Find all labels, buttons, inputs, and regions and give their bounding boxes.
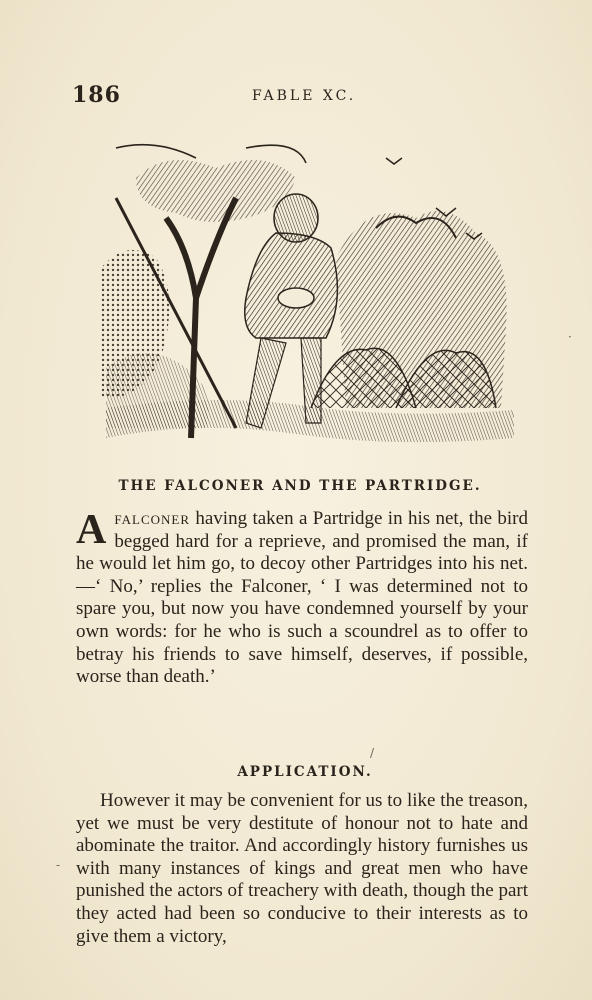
- lead-word: falconer: [114, 508, 190, 529]
- application-heading: APPLICATION.: [237, 764, 373, 780]
- woodcut-falconer-with-partridge-icon: [96, 138, 516, 450]
- illustration-caption: THE FALCONER AND THE PARTRIDGE.: [118, 478, 482, 494]
- margin-mark: -: [56, 858, 61, 872]
- fable-body: having taken a Partridge in his net, the bird begged hard for a reprieve, and promised the man, if he would let him go, to decoy other Partridges into his net.—‘ No,’ replies the Falconer, ‘ I was determined not to spare you, but now you have condemned yourself by your own words: for he who is such a scoundrel as to offer to betray his friends to save himself, deserves, if possible, worse than death.’: [76, 508, 528, 688]
- application-text: However it may be convenient for us to like the treason, yet we must be very destitute of honour not to hate and abominate the traitor. And accordingly history furnishes us with many instances of kings and great men who have punished the actors of treachery with death, though the part they acted had been so conducive to their interests as to give them a victory,: [76, 790, 528, 947]
- page-number: 186: [72, 82, 121, 108]
- running-head: FABLE XC.: [252, 88, 357, 104]
- margin-mark: ·: [568, 330, 572, 344]
- margin-mark: /: [370, 746, 375, 760]
- drop-cap: A: [76, 507, 107, 553]
- page-header: [72, 82, 532, 108]
- fable-text: [76, 508, 528, 689]
